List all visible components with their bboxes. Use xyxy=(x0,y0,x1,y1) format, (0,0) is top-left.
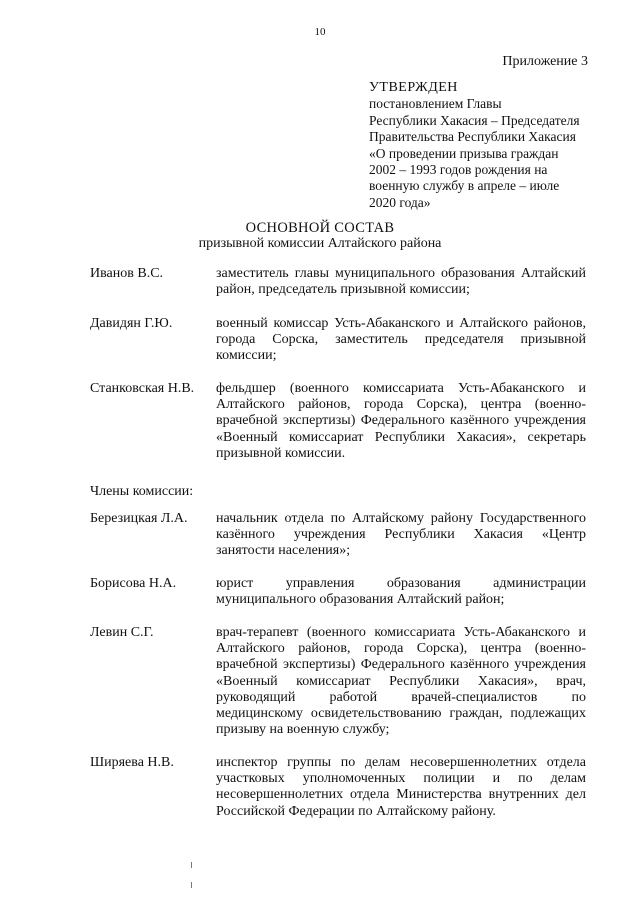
entry-role xyxy=(216,576,586,608)
role-line: военный комиссар Усть-Абаканского и Алтайского районов, xyxy=(216,316,586,331)
entry-role xyxy=(216,511,586,560)
approval-line: 2002 – 1993 годов рождения на xyxy=(369,162,548,178)
role-line: призывной комиссии. xyxy=(216,445,346,461)
document-subtitle: призывной комиссии Алтайского района xyxy=(198,236,442,251)
approval-line: Республики Хакасия – Председателя xyxy=(369,112,580,128)
role-line: участковых уполномоченных полиции и по делам xyxy=(216,771,586,787)
role-line: Алтайского районов, города Сорска), центра (военно- xyxy=(216,641,586,657)
role-line: занятости населения»; xyxy=(216,543,351,559)
role-line: заместитель главы муниципального образования Алтайский xyxy=(216,266,586,281)
members-label: Члены комиссии: xyxy=(90,484,194,499)
role-line: призыву на военную службу; xyxy=(216,722,390,738)
approval-line: постановлением Главы xyxy=(369,96,502,112)
approval-line: «О проведении призыва граждан xyxy=(369,145,559,161)
role-line: врач-терапевт (военного комиссариата Усть-Абаканского и xyxy=(216,625,586,640)
entry-name: Березицкая Л.А. xyxy=(90,511,188,526)
role-line: муниципального образования Алтайский район; xyxy=(216,592,505,608)
role-line: комиссии; xyxy=(216,348,277,364)
entry-role xyxy=(216,266,586,298)
role-line: инспектор группы по делам несовершеннолетних отдела xyxy=(216,755,586,770)
scan-mark xyxy=(191,882,192,888)
entry-name: Борисова Н.А. xyxy=(90,576,177,591)
document-title: ОСНОВНОЙ СОСТАВ xyxy=(245,220,395,236)
role-line: «Военный комиссариат Республики Хакасия», врач, xyxy=(216,673,586,689)
scan-mark xyxy=(191,862,192,868)
approval-line: 2020 года» xyxy=(369,194,431,210)
entry-name: Иванов В.С. xyxy=(90,266,164,281)
role-line: фельдшер (военного комиссариата Усть-Абаканского и xyxy=(216,381,586,396)
approval-line: Правительства Республики Хакасия xyxy=(369,129,576,145)
role-line: район, председатель призывной комиссии; xyxy=(216,282,470,298)
role-line: врачебной экспертизы) Федерального казённого учреждения xyxy=(216,413,586,429)
approval-heading: УТВЕРЖДЕН xyxy=(369,80,458,95)
role-line: Российской Федерации по Алтайскому району. xyxy=(216,803,496,819)
page-number: 10 xyxy=(314,26,326,38)
role-line: медицинскому освидетельствованию граждан, подлежащих xyxy=(216,705,586,721)
approval-line: военную службу в апреле – июле xyxy=(369,178,560,194)
entry-role xyxy=(216,316,586,365)
role-line: казённого учреждения Республики Хакасия «Центр xyxy=(216,527,586,543)
entry-role xyxy=(216,625,586,738)
role-line: «Военный комиссариат Республики Хакасия», секретарь xyxy=(216,429,586,445)
role-line: врачебной экспертизы) Федерального казённого учреждения xyxy=(216,657,586,673)
appendix-label: Приложение 3 xyxy=(502,54,588,69)
role-line: Алтайского районов, города Сорска), центра (военно- xyxy=(216,397,586,413)
entry-name: Левин С.Г. xyxy=(90,625,154,640)
entry-role xyxy=(216,381,586,462)
role-line: несовершеннолетних отдела Министерства внутренних дел xyxy=(216,787,586,803)
role-line: города Сорска, заместитель председателя призывной xyxy=(216,332,586,348)
entry-name: Давидян Г.Ю. xyxy=(90,316,173,331)
entry-name: Станковская Н.В. xyxy=(90,381,195,396)
approval-block xyxy=(369,80,609,211)
entry-role xyxy=(216,755,586,820)
role-line: руководящий работой врачей-специалистов по xyxy=(216,689,586,705)
role-line: начальник отдела по Алтайскому району Государственного xyxy=(216,511,586,526)
entry-name: Ширяева Н.В. xyxy=(90,755,174,770)
role-line: юрист управления образования администрации xyxy=(216,576,586,591)
